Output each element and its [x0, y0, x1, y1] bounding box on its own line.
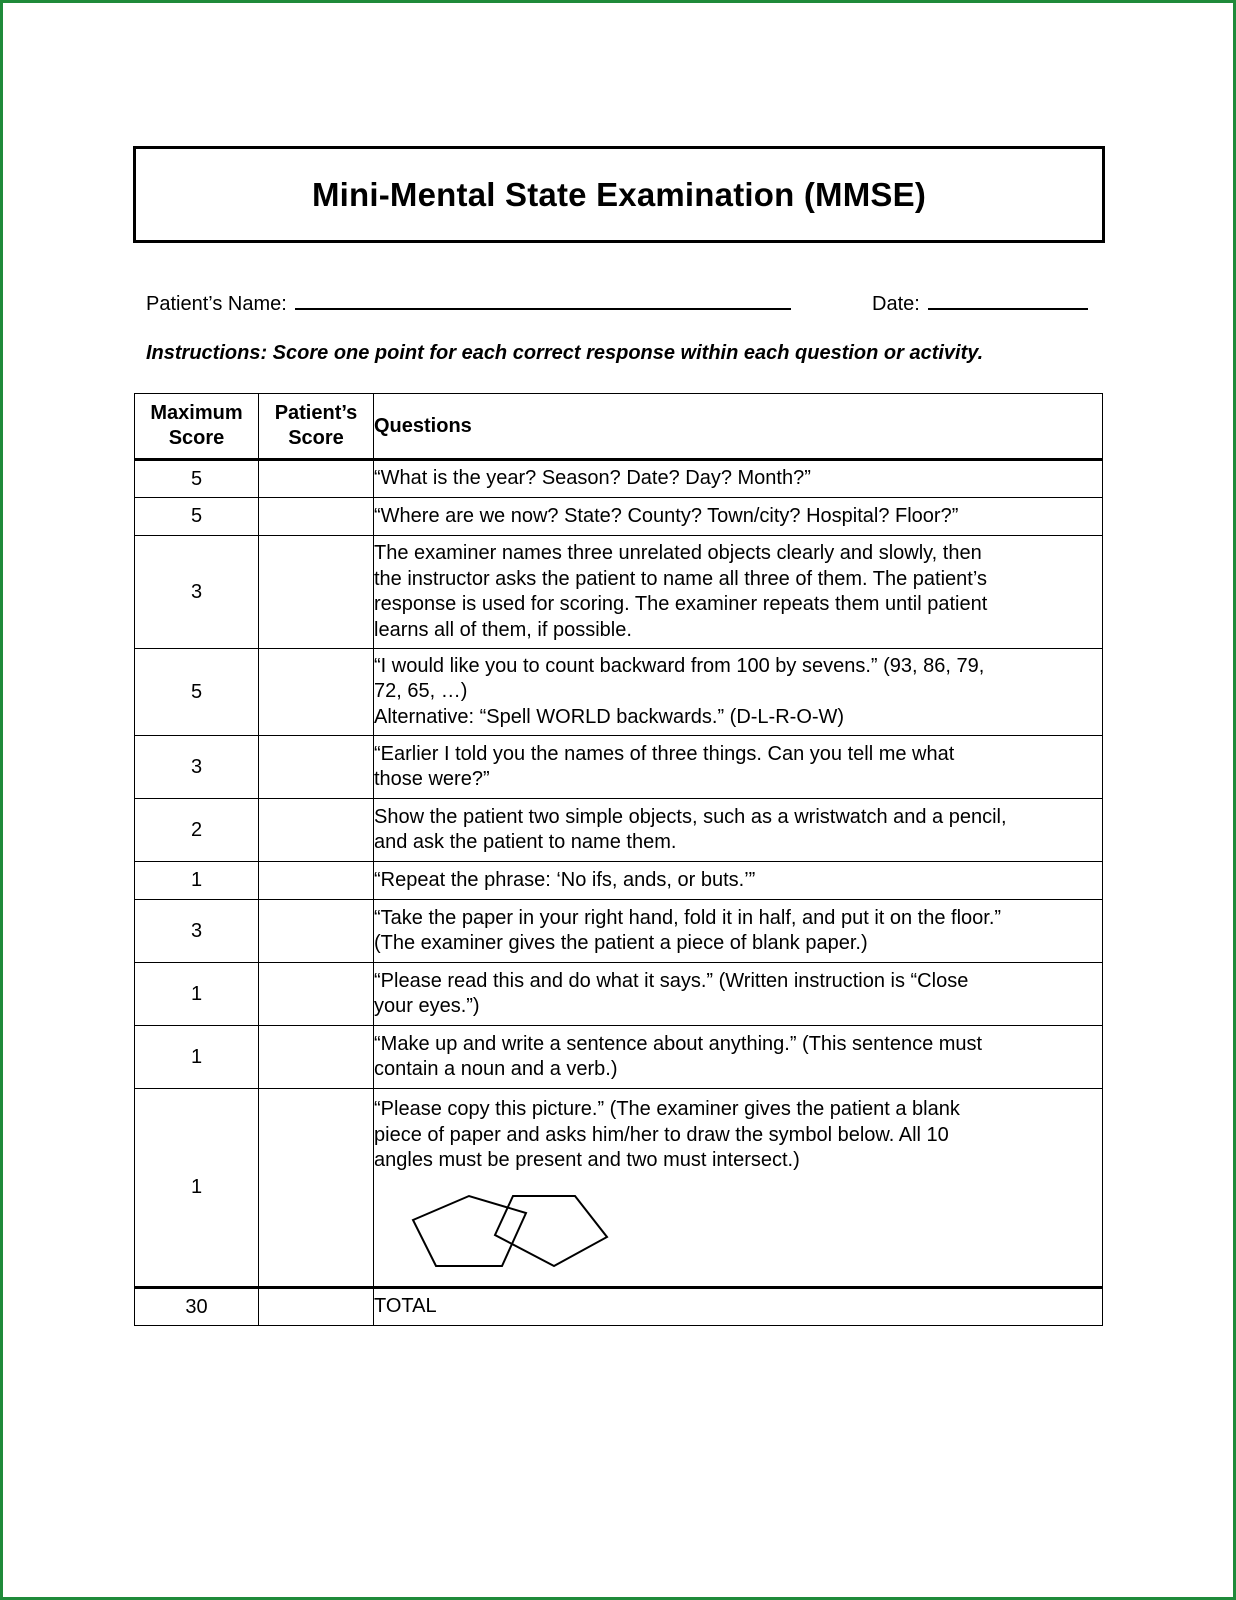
page-title: Mini-Mental State Examination (MMSE) — [311, 175, 927, 213]
date-field[interactable] — [872, 290, 1088, 316]
question-line: contain a noun and a verb.) — [374, 1058, 618, 1080]
max-score-cell: 2 — [135, 799, 259, 862]
max-score-cell: 1 — [135, 862, 259, 900]
table-row — [135, 1026, 1103, 1089]
total-row — [135, 1288, 1103, 1326]
patient-score-cell[interactable] — [259, 963, 374, 1026]
total-label: TOTAL — [374, 1288, 1103, 1326]
question-line: your eyes.”) — [374, 995, 480, 1017]
question-cell — [374, 963, 1103, 1026]
patient-score-cell[interactable] — [259, 498, 374, 536]
question-cell — [374, 536, 1103, 649]
question-line: “What is the year? Season? Date? Day? Month?” — [374, 467, 811, 490]
question-line: Show the patient two simple objects, such as a wristwatch and a pencil, — [374, 805, 1007, 828]
patient-score-cell[interactable] — [259, 862, 374, 900]
max-score-cell: 5 — [135, 498, 259, 536]
patient-score-cell[interactable] — [259, 1089, 374, 1288]
max-score-cell: 5 — [135, 460, 259, 498]
question-cell — [374, 498, 1103, 536]
patient-score-cell[interactable] — [259, 460, 374, 498]
question-line: Alternative: “Spell WORLD backwards.” (D-L-R-O-W) — [374, 705, 845, 728]
question-cell — [374, 1089, 1103, 1288]
question-line: the instructor asks the patient to name all three of them. The patient’s — [374, 567, 987, 590]
question-line: “Earlier I told you the names of three things. Can you tell me what — [374, 742, 955, 765]
question-line: angles must be present and two must intersect.) — [374, 1149, 800, 1171]
question-line: (The examiner gives the patient a piece of blank paper.) — [374, 932, 868, 954]
max-score-cell: 3 — [135, 536, 259, 649]
patient-score-cell[interactable] — [259, 649, 374, 736]
question-cell — [374, 649, 1103, 736]
patient-score-cell[interactable] — [259, 536, 374, 649]
question-line: 72, 65, …) — [374, 680, 468, 703]
table-row — [135, 460, 1103, 498]
question-cell — [374, 799, 1103, 862]
instructions: Instructions: Score one point for each correct response within each question or activity. — [146, 342, 984, 364]
patient-name-field[interactable] — [146, 290, 791, 316]
question-line: “Please read this and do what it says.” (Written instruction is “Close — [374, 969, 969, 992]
question-cell — [374, 900, 1103, 963]
max-score-cell: 1 — [135, 1089, 259, 1288]
question-line: The examiner names three unrelated objects clearly and slowly, then — [374, 542, 982, 564]
question-line: response is used for scoring. The examiner repeats them until patient — [374, 593, 988, 615]
max-score-cell: 1 — [135, 1026, 259, 1089]
patient-score-cell[interactable] — [259, 736, 374, 799]
patient-score-cell[interactable] — [259, 799, 374, 862]
intersecting-pentagons-figure — [410, 1188, 618, 1268]
question-cell — [374, 736, 1103, 799]
header-patient-score: Patient’s Score — [259, 394, 374, 460]
table-row — [135, 649, 1103, 736]
max-score-cell: 5 — [135, 649, 259, 736]
question-line: “I would like you to count backward from 100 by sevens.” (93, 86, 79, — [374, 654, 985, 677]
max-score-cell: 3 — [135, 900, 259, 963]
question-cell — [374, 460, 1103, 498]
header-questions: Questions — [374, 394, 1103, 460]
patient-score-cell[interactable] — [259, 900, 374, 963]
date-blank[interactable] — [928, 290, 1088, 310]
question-line: “Repeat the phrase: ‘No ifs, ands, or buts.’” — [374, 868, 756, 891]
patient-score-cell[interactable] — [259, 1026, 374, 1089]
table-row — [135, 799, 1103, 862]
table-row — [135, 963, 1103, 1026]
table-row — [135, 862, 1103, 900]
question-line: and ask the patient to name them. — [374, 831, 677, 853]
table-row — [135, 736, 1103, 799]
question-line: learns all of them, if possible. — [374, 618, 632, 641]
question-line: those were?” — [374, 768, 490, 790]
table-row — [135, 536, 1103, 649]
title-box — [133, 146, 1105, 243]
question-line: “Please copy this picture.” (The examiner gives the patient a blank — [374, 1098, 960, 1120]
question-line: piece of paper and asks him/her to draw the symbol below. All 10 — [374, 1123, 949, 1146]
patient-name-blank[interactable] — [295, 290, 791, 310]
table-row — [135, 1089, 1103, 1288]
mmse-table — [134, 393, 1103, 1326]
question-cell — [374, 862, 1103, 900]
question-line: “Where are we now? State? County? Town/city? Hospital? Floor?” — [374, 504, 959, 527]
header-max-score: Maximum Score — [135, 394, 259, 460]
patient-name-label: Patient’s Name: — [146, 293, 287, 315]
table-row — [135, 498, 1103, 536]
date-label: Date: — [872, 293, 920, 315]
question-line: “Make up and write a sentence about anything.” (This sentence must — [374, 1032, 983, 1055]
max-score-cell: 1 — [135, 963, 259, 1026]
table-row — [135, 900, 1103, 963]
total-patient-score[interactable] — [259, 1288, 374, 1326]
question-line: “Take the paper in your right hand, fold it in half, and put it on the floor.” — [374, 906, 1002, 929]
table-header-row — [135, 394, 1103, 460]
total-max-score: 30 — [135, 1288, 259, 1326]
question-cell — [374, 1026, 1103, 1089]
max-score-cell: 3 — [135, 736, 259, 799]
